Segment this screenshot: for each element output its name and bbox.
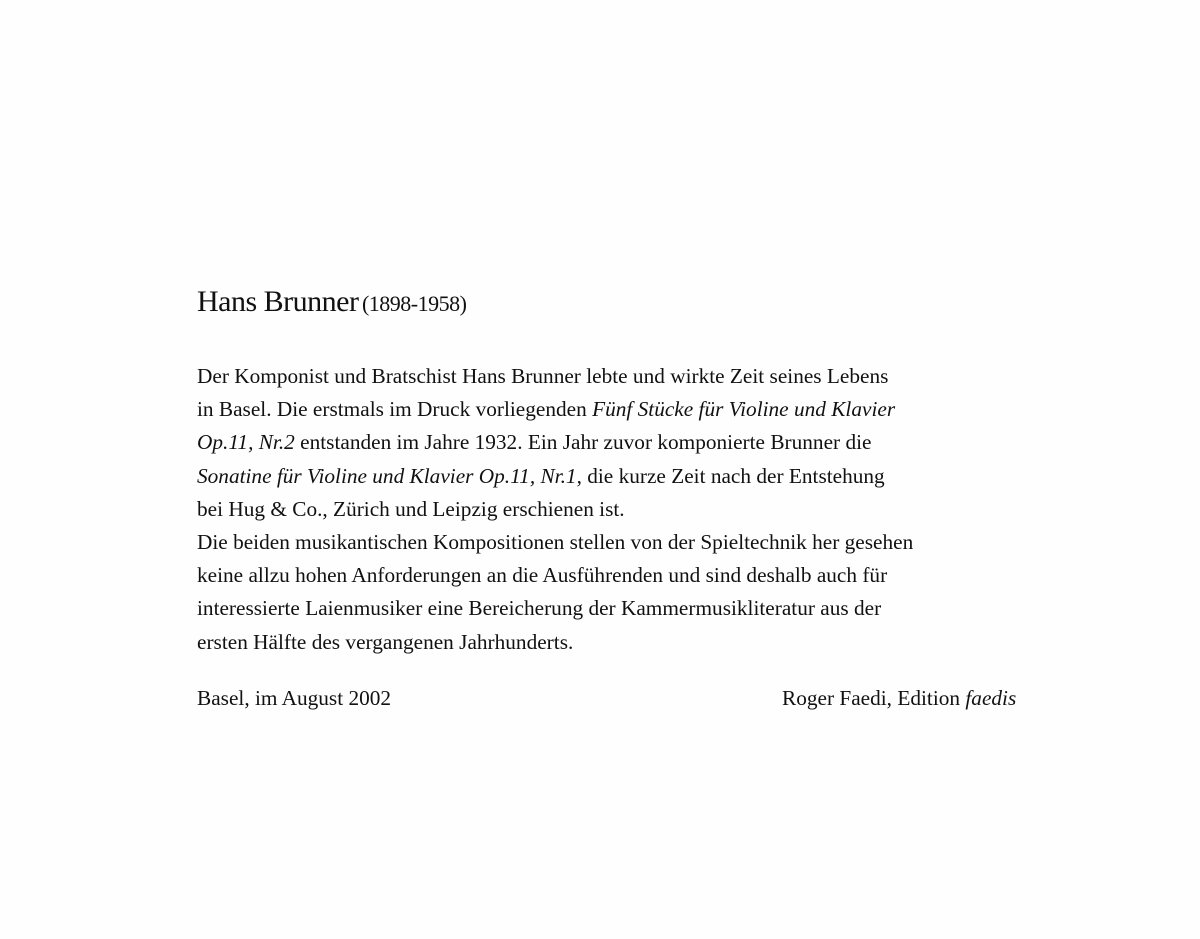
- paragraph-1-line-3: [197, 426, 1097, 459]
- work-title-fuenf-stuecke: Fünf Stücke für Violine und Klavier: [592, 397, 896, 422]
- composer-name: Hans Brunner: [197, 285, 359, 318]
- body-text: [197, 360, 1097, 659]
- text-run: in Basel. Die erstmals im Druck vorliegenden: [197, 397, 593, 422]
- paragraph-1-line-4: [197, 460, 1097, 493]
- paragraph-1-line-1: Der Komponist und Bratschist Hans Brunner lebte und wirkte Zeit seines Lebens: [197, 364, 889, 388]
- text-run: entstanden im Jahre 1932. Ein Jahr zuvor komponierte Brunner die: [294, 430, 872, 455]
- paragraph-1-line-5: bei Hug & Co., Zürich und Leipzig erschienen ist.: [197, 496, 625, 521]
- composer-heading: [197, 285, 466, 319]
- paragraph-2-line-3: interessierte Laienmusiker eine Bereicherung der Kammermusikliteratur aus der: [197, 596, 882, 621]
- paragraph-2-line-4: ersten Hälfte des vergangenen Jahrhunderts.: [197, 629, 574, 654]
- signature: [782, 686, 1016, 711]
- place-and-date: Basel, im August 2002: [197, 686, 392, 710]
- text-run: , die kurze Zeit nach der Entstehung: [576, 463, 885, 488]
- paragraph-2-line-2: keine allzu hohen Anforderungen an die Ausführenden und sind deshalb auch für: [197, 563, 888, 588]
- paragraph-1-line-2: [197, 393, 1097, 426]
- paragraph-2-line-1: Die beiden musikantischen Kompositionen stellen von der Spieltechnik her gesehen: [197, 530, 914, 555]
- work-title-sonatine: Sonatine für Violine und Klavier Op.11, Nr.1: [197, 463, 577, 488]
- composer-years: (1898-1958): [361, 291, 467, 316]
- signature-name: Roger Faedi, Edition: [782, 686, 966, 710]
- opus-number-op11-nr2: Op.11, Nr.2: [197, 430, 295, 455]
- edition-name: faedis: [965, 686, 1017, 710]
